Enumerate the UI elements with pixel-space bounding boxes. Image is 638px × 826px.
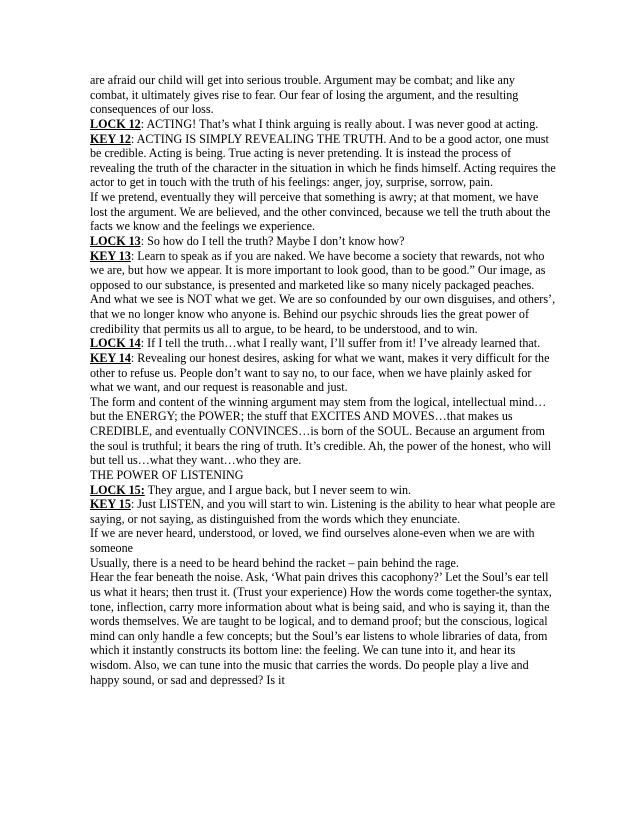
paragraph-key-14 [90, 351, 556, 395]
document-page [90, 73, 556, 687]
key-15-text: : Just LISTEN, and you will start to win. Listening is the ability to hear what people are saying, or not saying, as distinguished from the words which they enunciate. [90, 497, 556, 526]
paragraph-racket [90, 556, 556, 571]
paragraph-pretend-text: If we pretend, eventually they will perceive that something is awry; at that moment, we have lost the argument. We are believed, and the other convinced, because we tell the truth about the facts we know and the feelings we experience. [90, 190, 551, 234]
key-14-text: : Revealing our honest desires, asking for what we want, makes it very difficult for the other to refuse us. People don’t want to say no, to our face, when we have plainly asked for what we want, and our request is reasonable and just. [90, 350, 550, 395]
key-14-label: KEY 14 [90, 350, 131, 365]
lock-15-text: They argue, and I argue back, but I never seem to win. [144, 482, 412, 497]
paragraph-lock-15 [90, 483, 556, 498]
lock-12-text: : ACTING! That’s what I think arguing is really about. I was never good at acting. [140, 116, 539, 131]
paragraph-hear-fear [90, 570, 556, 687]
key-12-label: KEY 12 [90, 131, 131, 146]
lock-15-label: LOCK 15: [90, 482, 145, 497]
key-13-label: KEY 13 [90, 248, 131, 263]
section-heading-text: THE POWER OF LISTENING [90, 467, 244, 482]
lock-12-label: LOCK 12 [90, 116, 141, 131]
key-15-label: KEY 15 [90, 497, 131, 512]
paragraph-intro-text: are afraid our child will get into serious trouble. Argument may be combat; and like any combat, it ultimately gives rise to fear. Our fear of losing the argument, and the resulting consequences of our loss. [90, 73, 519, 117]
paragraph-intro [90, 73, 556, 117]
paragraph-key-13 [90, 249, 556, 337]
paragraph-form-content-text: The form and content of the winning argument may stem from the logical, intellectual mind…but the ENERGY; the POWER; the stuff that EXCITES AND MOVES…that makes us CREDIBLE, and eventually CONVINCES…is born of the SOUL. Because an argument from the soul is truthful; it bears the ring of truth. It’s credible. Ah, the power of the honest, who will but tell us…what they want…who they are. [90, 394, 552, 468]
paragraph-key-15 [90, 497, 556, 526]
paragraph-racket-text: Usually, there is a need to be heard behind the racket – pain behind the rage. [90, 555, 459, 570]
key-12-text: : ACTING IS SIMPLY REVEALING THE TRUTH. And to be a good actor, one must be credible. Acting is being. True acting is never pretending. It is instead the process of revealing the truth of the character in the situation in which he finds himself. Acting requires the actor to get in touch with the truth of his feelings: anger, joy, surprise, sorrow, pain. [90, 131, 556, 190]
paragraph-lock-13 [90, 234, 556, 249]
paragraph-never-heard-text: If we are never heard, understood, or loved, we find ourselves alone-even when we are with someone [90, 526, 535, 555]
paragraph-key-12 [90, 132, 556, 191]
section-heading-listening [90, 468, 556, 483]
lock-14-text: : If I tell the truth…what I really want, I’ll suffer from it! I’ve already learned that. [140, 336, 541, 351]
paragraph-lock-12 [90, 117, 556, 132]
lock-13-label: LOCK 13 [90, 233, 141, 248]
paragraph-lock-14 [90, 336, 556, 351]
lock-14-label: LOCK 14 [90, 336, 141, 351]
key-13-text: : Learn to speak as if you are naked. We have become a society that rewards, not who we are, but how we appear. It is more important to look good, than to be good.” Our image, as opposed to our substance, is presented and marketed like so many nicely packaged peaches. And what we see is NOT what we get. We are so confounded by our own disguises, and others’, that we no longer know who anyone is. Behind our psychic shrouds lies the great power of credibility that permits us all to argue, to be heard, to be understood, and to win. [90, 248, 556, 336]
paragraph-never-heard [90, 526, 556, 555]
paragraph-hear-fear-text: Hear the fear beneath the noise. Ask, ‘What pain drives this cacophony?’ Let the Soul’s ear tell us what it hears; then trust it. (Trust your experience) How the words come together-the syntax, tone, inflection, carry more information about what is being said, and who is saying it, than the words themselves. We are taught to be logical, and to demand proof; but the conscious, logical mind can only handle a few concepts; but the Soul’s ear listens to whole libraries of data, from which it instantly constructs its bottom line: the feeling. We can tune into it, and hear its wisdom. Also, we can tune into the music that carries the words. Do people play a live and happy sound, or sad and depressed? Is it [90, 570, 552, 687]
lock-13-text: : So how do I tell the truth? Maybe I don’t know how? [140, 233, 405, 248]
paragraph-form-content [90, 395, 556, 468]
paragraph-pretend [90, 190, 556, 234]
